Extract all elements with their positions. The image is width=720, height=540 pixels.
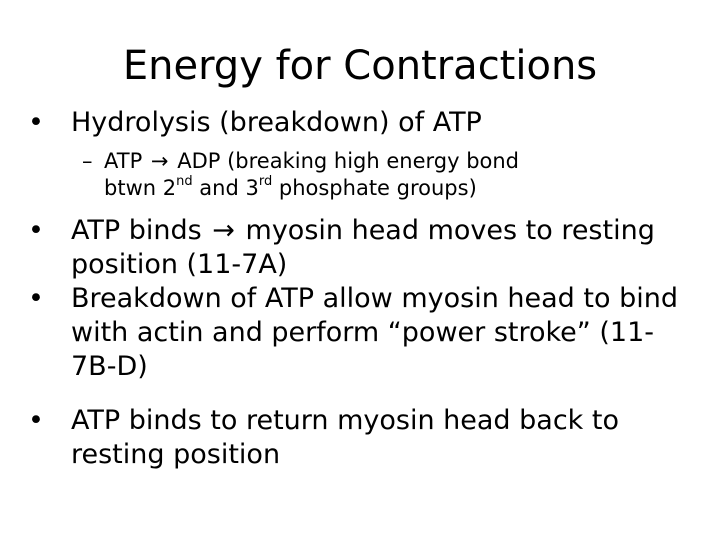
bullet-marker: • <box>28 215 44 246</box>
sub-bullet-atp-adp <box>82 148 682 202</box>
bullet-text: Breakdown of ATP allow myosin head to bind with actin and perform “power stroke” (11-7B-D) <box>71 283 678 382</box>
sup-rd: rd <box>258 174 273 189</box>
bullet-text <box>71 214 698 282</box>
sub-text-phosphate: phosphate groups) <box>272 176 477 200</box>
sup-nd: nd <box>176 174 193 189</box>
bullet-marker: • <box>28 283 44 314</box>
arrow-icon: → <box>212 215 235 246</box>
bullet-text: ATP binds to return myosin head back to resting position <box>71 405 620 470</box>
sub-text-atp: ATP <box>104 149 143 173</box>
sub-text-and: and 3 <box>192 176 259 200</box>
bullet-marker: • <box>28 405 44 436</box>
bullet-return <box>28 404 698 472</box>
sub-text-btwn: btwn 2 <box>104 176 177 200</box>
bullet-breakdown <box>28 282 698 384</box>
sub-bullet-marker: – <box>82 149 93 173</box>
bullet-text-atp-binds: ATP binds <box>71 215 202 246</box>
bullet-hydrolysis <box>28 106 698 140</box>
slide-title: Energy for Contractions <box>122 43 598 89</box>
bullet-marker: • <box>28 107 44 138</box>
bullet-text-myosin: myosin head moves to resting position (11-7A) <box>71 215 655 280</box>
bullet-atp-binds <box>28 214 698 282</box>
arrow-icon: → <box>150 149 169 173</box>
bullet-text: Hydrolysis (breakdown) of ATP <box>71 107 482 138</box>
sub-bullet-text <box>104 148 682 202</box>
sub-text-adp: ADP (breaking high energy bond <box>177 149 520 173</box>
